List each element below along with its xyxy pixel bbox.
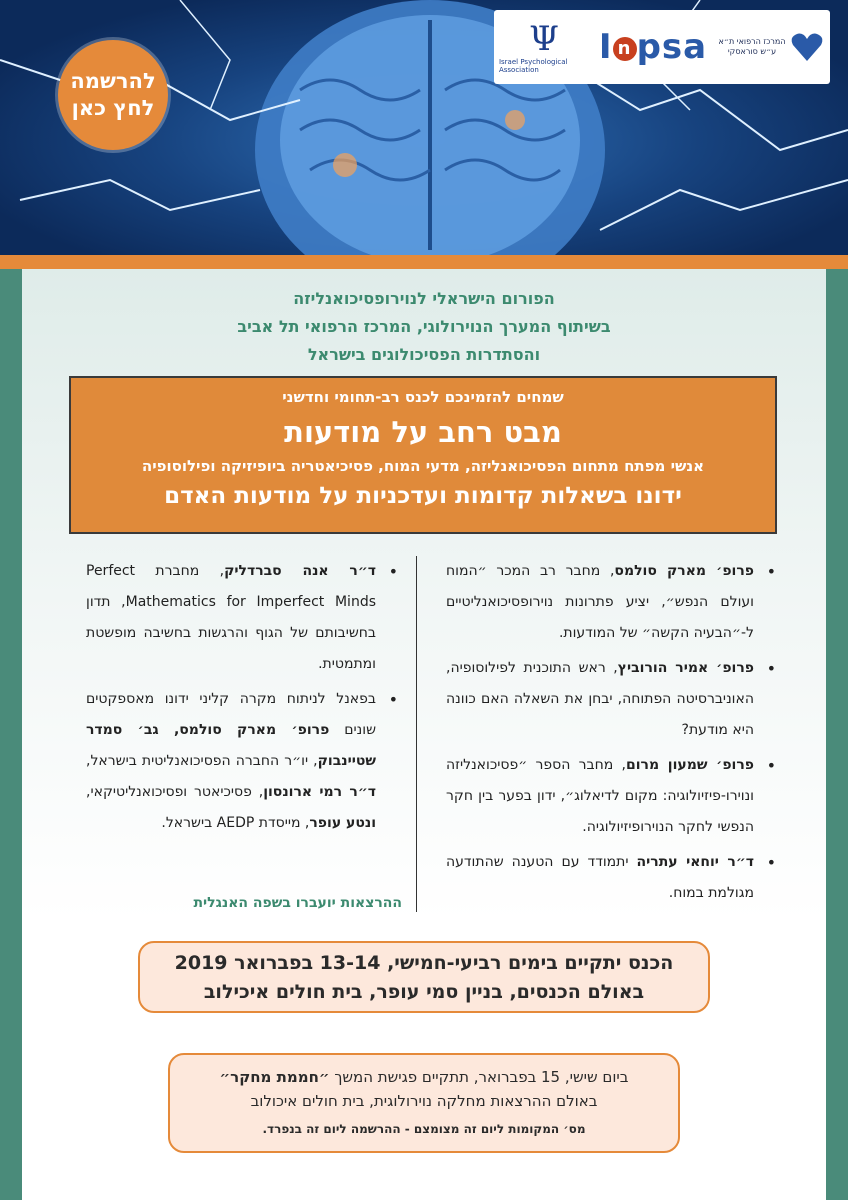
organizers-line3: והסתדרות הפסיכולוגים בישראל <box>307 345 541 364</box>
invitation-subtitle: ידונו בשאלות קדומות ועדכניות על מודעות האדם <box>164 483 682 509</box>
header-banner <box>0 0 848 255</box>
list-item: • ד״ר אנה סברדליק, מחברת Perfect Mathematics for Imperfect Minds, תדון בחשיבותם של הגוף והרגשות בחשיבה מופשטת ומתמטית. <box>86 556 376 680</box>
invitation-intro: שמחים להזמינכם לכנס רב-תחומי וחדשני <box>282 388 564 406</box>
register-button[interactable]: להרשמה לחץ כאן <box>58 40 168 150</box>
english-note: ההרצאות יועברו בשפה האנגלית <box>193 895 402 911</box>
extra-event-box <box>168 1053 680 1153</box>
organizers <box>0 285 848 369</box>
invitation-fields: אנשי מפתח מתחום הפסיכואנליזה, מדעי המוח, פסיכיאטריה ביופיזיקה ופילוסופיה <box>141 457 705 475</box>
extra-note: מס׳ המקומות ליום זה מצומצם - ההרשמה ליום זה בנפרד. <box>262 1122 586 1136</box>
list-item: • ד״ר יוחאי עתריה יתמודד עם הטענה שהתודעה מגולמת במוח. <box>446 847 754 909</box>
tlv-medical-center-logo: המרכז הרפואי ת״א ע״ש סוראסקי <box>717 29 825 65</box>
dates-line1: הכנס יתקיים בימים רביעי-חמישי, 13-14 בפברואר 2019 <box>174 952 674 974</box>
extra-line2: באולם ההרצאות מחלקה נוירולוגית, בית חולים איכולוב <box>250 1092 598 1110</box>
organizers-line1: הפורום הישראלי לנוירופסיכואנליזה <box>293 289 555 308</box>
list-item: • בפאנל לניתוח מקרה קליני ידונו מאספקטים שונים פרופ׳ מארק סולמס, גב׳ סמדר שטיינבוק, יו״ר החברה הפסיכואנליטית בישראל, ד״ר רמי ארונסון, פסיכיאטר ופסיכואנליטיקאי, ונטע עופר, מייסדת AEDP בישראל. <box>86 684 376 839</box>
orange-divider <box>0 255 848 269</box>
conference-title: מבט רחב על מודעות <box>284 415 562 449</box>
column-divider <box>416 556 417 912</box>
partner-logos <box>494 10 830 84</box>
conference-dates-box <box>138 941 710 1013</box>
dates-line2: באולם הכנסים, בניין סמי עופר, בית חולים איכילוב <box>203 981 645 1003</box>
list-item: • פרופ׳ מארק סולמס, מחבר רב המכר ״המוח ועולם הנפש״, יציע פתרונות נוירופסיכואנליטיים ל-״הבעיה הקשה״ של המודעות. <box>446 556 754 649</box>
organizers-line2: בשיתוף המערך הנוירולוגי, המרכז הרפואי תל אביב <box>237 317 611 336</box>
speakers-left-column <box>86 556 398 843</box>
invitation-box <box>69 376 777 534</box>
psi-icon: Ψ <box>529 19 559 59</box>
ipa-logo: Ψ Israel Psychological Association <box>498 19 568 74</box>
speakers-right-column <box>446 556 776 913</box>
extra-line1: ביום שישי, 15 בפברואר, תתקיים פגישת המשך ״חממת מחקר״ <box>219 1068 629 1086</box>
list-item: • פרופ׳ שמעון מרום, מחבר הספר ״פסיכואנליזה ונוירו-פיזיולוגיה: מקום לדיאלוג״, ידון בפער בין חקר הנפשי לחקר הנוירופיזיולוגיה. <box>446 750 754 843</box>
heart-hands-icon <box>789 29 825 65</box>
inpsa-logo: I n psa <box>598 27 708 67</box>
list-item: • פרופ׳ אמיר הורוביץ, ראש התוכנית לפילוסופיה, האוניברסיטה הפתוחה, יבחן את השאלה האם כוונה היא מודעת? <box>446 653 754 746</box>
